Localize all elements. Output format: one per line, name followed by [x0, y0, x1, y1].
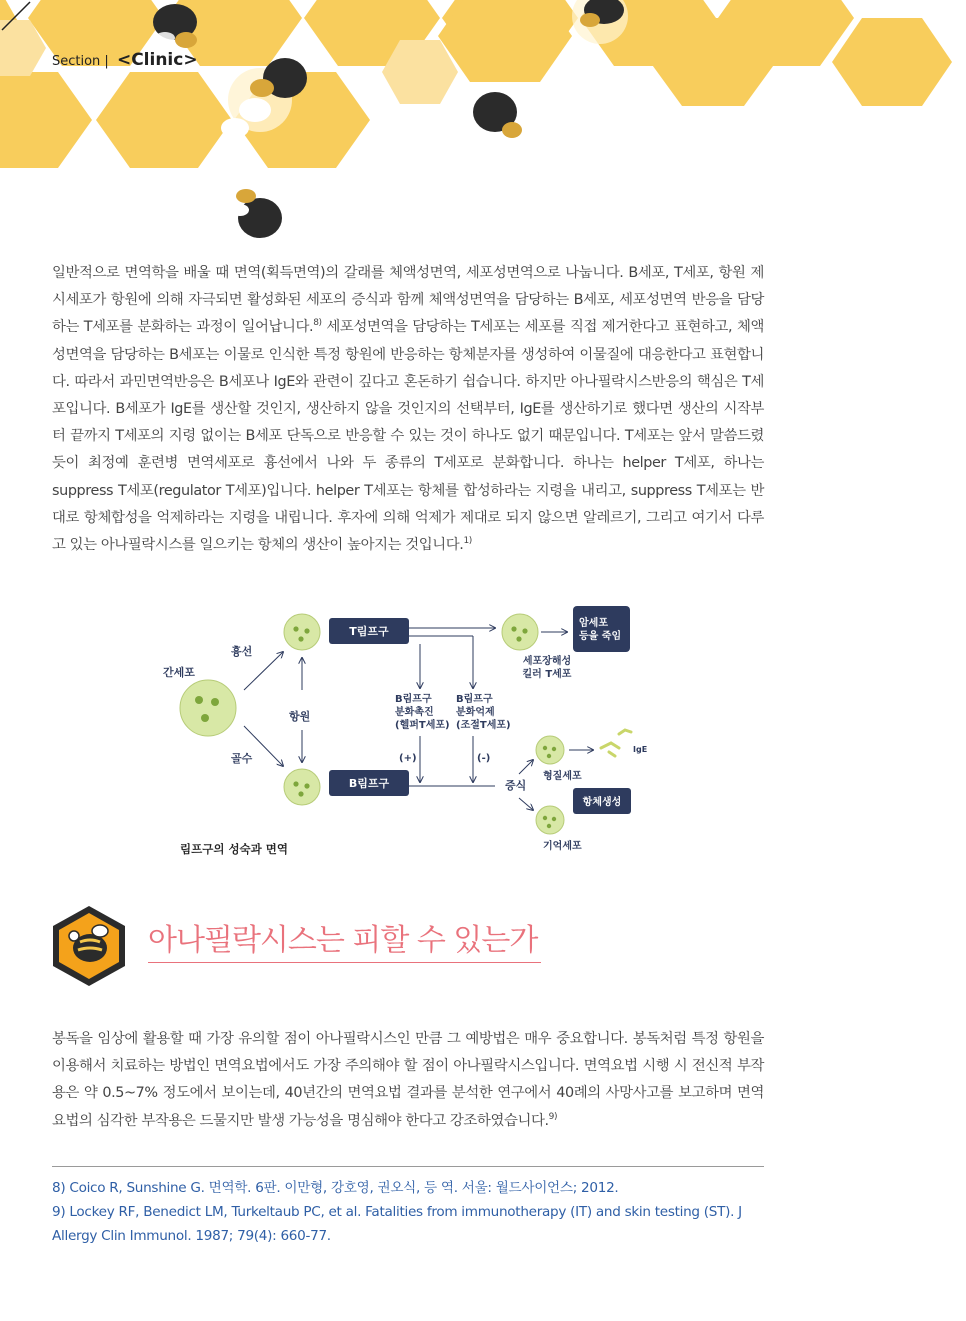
footnote-1-marker: 1)	[463, 536, 472, 547]
section-heading: 아나필락시스는 피할 수 있는가	[148, 922, 541, 963]
killer-t-line1: 세포장해성	[522, 656, 572, 667]
footnote-8-marker: 8)	[313, 318, 322, 329]
references-divider	[52, 1166, 764, 1167]
b-suppress-line1: B림프구	[456, 694, 493, 705]
honeycomb-header	[0, 0, 966, 170]
cancer-line2: 등을 죽임	[579, 631, 622, 642]
reference-8: 8) Coico R, Sunshine G. 면역학. 6판. 이만형, 강호영, 권오식, 등 역. 서울: 월드사이언스; 2012.	[52, 1180, 619, 1196]
plasma-cell	[536, 736, 564, 764]
honeycomb-pattern	[0, 0, 966, 170]
bee-hexagon-icon	[50, 904, 128, 988]
plasma-cell-label: 형질세포	[543, 771, 582, 782]
memory-cell-label: 기억세포	[543, 841, 582, 852]
cancer-line1: 암세포	[579, 618, 608, 629]
b-promote-line2: 분화촉진	[395, 707, 434, 718]
ige-label: IgE	[633, 745, 648, 754]
bee-icon	[153, 4, 197, 48]
thymus-label: 흉선	[231, 645, 253, 658]
minus-label: (-)	[477, 753, 491, 764]
references	[52, 1176, 764, 1248]
marrow-cell	[284, 769, 320, 805]
b-suppress-line3: (조절T세포)	[456, 720, 511, 731]
reference-9: 9) Lockey RF, Benedict LM, Turkeltaub PC, et al. Fatalities from immunotherapy (IT) and skin testing (ST). J Allergy Clin Immunol. 1987; 79(4): 660-77.	[52, 1204, 742, 1244]
section-name: <Clinic>	[116, 50, 198, 70]
b-suppress-line2: 분화억제	[456, 707, 495, 718]
b-promote-line3: (헬퍼T세포)	[395, 720, 450, 731]
paragraph2-text: 봉독을 임상에 활용할 때 가장 유의할 점이 아나필락시스인 만큼 그 예방법은 매우 중요합니다. 봉독처럼 특정 항원을 이용해서 치료하는 방법인 면역요법에서도 가장 주의해야 할 점이 아나필락시스입니다. 면역요법 시행 시 전신적 부작용은 약 0.5~7% 정도에서 보이는데, 40년간의 면역요법 결과를 분석한 연구에서 40례의 사망사고를 보고하며 면역요법의 심각한 부작용은 드물지만 발생 가능성을 명심해야 한다고 강조하였습니다.	[52, 1031, 764, 1129]
bone-marrow-label: 골수	[231, 752, 253, 765]
proliferation-label: 증식	[505, 779, 527, 792]
memory-cell	[536, 806, 564, 834]
ige-antibody-icon	[601, 730, 631, 756]
lymphocyte-diagram	[155, 598, 655, 868]
section-prefix: Section |	[52, 54, 109, 69]
section-label	[52, 50, 198, 70]
antibody-production-label: 항체생성	[582, 797, 622, 808]
killer-t-cell	[502, 614, 538, 650]
plus-label: (+)	[399, 753, 417, 764]
body-paragraph-1	[52, 260, 764, 559]
killer-t-line2: 킬러 T세포	[522, 669, 572, 680]
slash-decoration	[0, 0, 34, 32]
paragraph1-text-a: 일반적으로 면역학을 배울 때 면역(획득면역)의 갈래를 체액성면역, 세포성면역으로 나눕니다. B세포, T세포, 항원 제시세포가 항원에 의해 자극되면 활성화된 세포의 증식과 함께 체액성면역을 담당하는 B세포, 세포성면역 반응을 담당하는 T세포를 분화하는 과정이 일어납니다.	[52, 265, 764, 336]
diagram-caption: 림프구의 성숙과 면역	[180, 842, 288, 856]
liver-cell-label: 간세포	[163, 666, 195, 679]
cancer-kill-box	[573, 606, 630, 652]
body-paragraph-2	[52, 1026, 764, 1135]
bee-icon	[228, 184, 288, 246]
t-lymphocyte-label: T림프구	[349, 625, 389, 638]
thymus-cell	[284, 614, 320, 650]
b-lymphocyte-label: B림프구	[348, 777, 390, 790]
paragraph1-text-b: 세포성면역을 담당하는 T세포는 세포를 직접 제거한다고 표현하고, 체액성면역을 담당하는 B세포는 이물로 인식한 특정 항원에 반응하는 항체분자를 생성하여 이물질에 대응한다고 표현합니다. 따라서 과민면역반응은 B세포나 IgE와 관련이 깊다고 혼돈하기 쉽습니다. 하지만 아나필락시스반응의 핵심은 T세포입니다. B세포가 IgE를 생산할 것인지, 생산하지 않을 것인지의 선택부터, IgE를 생산하기로 했다면 생산의 시작부터 끝까지 T세포의 지령 없이는 B세포 단독으로 반응할 수 있는 것이 하나도 없기 때문입니다. T세포는 앞서 말씀드렸듯이 최정예 훈련병 면역세포로 흉선에서 나와 두 종류의 T세포로 분화합니다. 하나는 helper T세포, 하나는 suppress T세포(regulator T세포)입니다. helper T세포는 항체를 합성하라는 지령을 내리고, suppress T세포는 반대로 항체합성을 억제하라는 지령을 내립니다. 후자에 의해 억제가 제대로 되지 않으면 알레르기, 그리고 여기서 다루고 있는 아나필락시스를 일으키는 항체의 생산이 높아지는 것입니다.	[52, 319, 764, 554]
footnote-9-marker: 9)	[548, 1111, 558, 1122]
liver-cell	[180, 680, 236, 736]
antigen-label: 항원	[289, 710, 311, 723]
b-promote-line1: B림프구	[395, 694, 432, 705]
